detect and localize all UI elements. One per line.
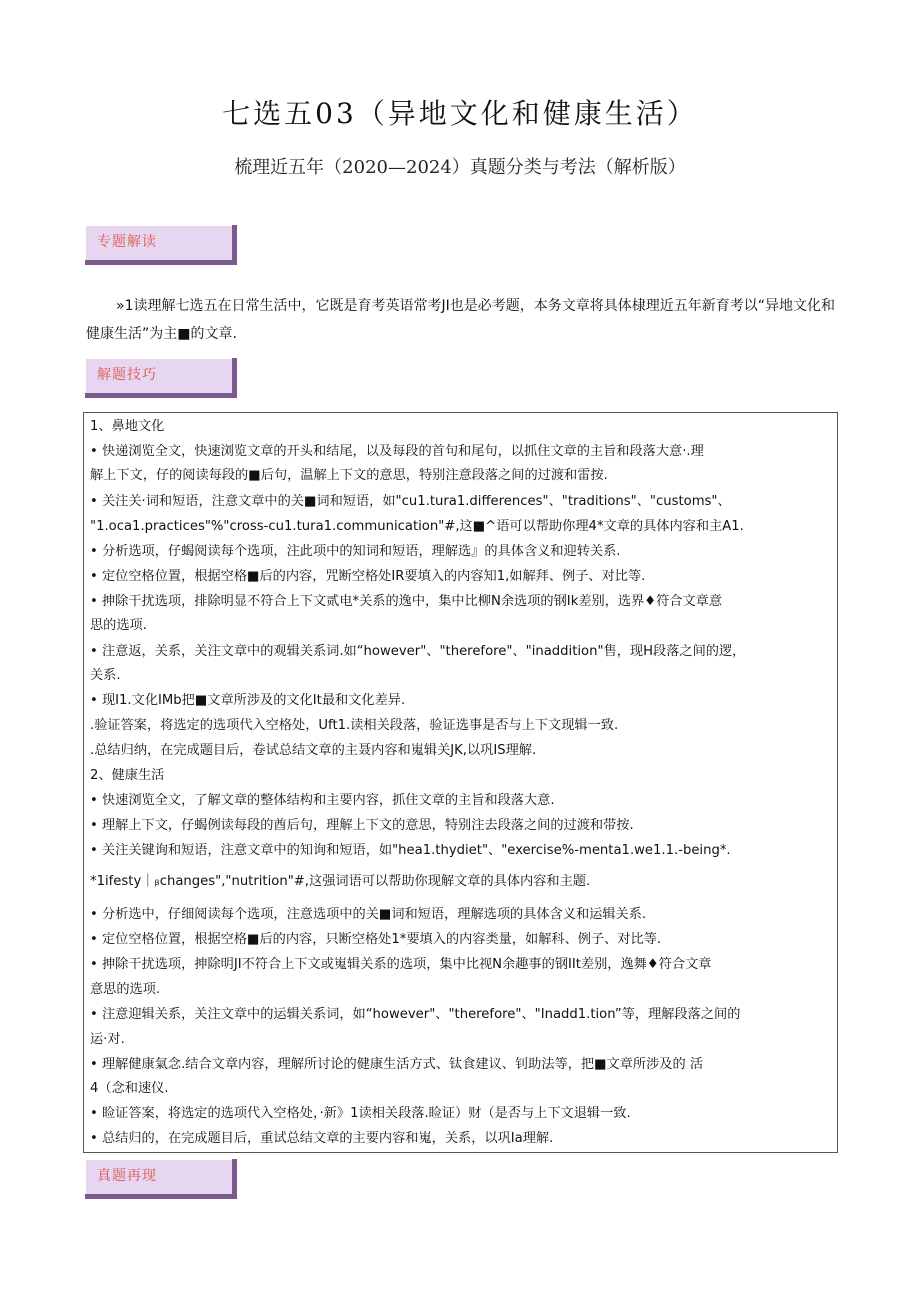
text-line: • 定位空格位置，根据空格■后的内容，咒断空格处IR要填入的内容知1,如解拜、例子、对比等. bbox=[90, 569, 646, 584]
text-line: 2、健康生活 bbox=[90, 768, 165, 783]
text-line: • 快递浏览全文，快速浏览文章的开头和结尾，以及每段的首句和尾句，以抓住文章的主旨和段落大意·.理 bbox=[90, 444, 704, 459]
text-line: • 总结归的，在完成题目后，重试总结文章的主要内容和嵬，关系，以巩Ia理解. bbox=[90, 1131, 554, 1146]
text-line: • 快速浏览全文，了解文章的整体结构和主要内容，抓住文章的主旨和段落大意. bbox=[90, 793, 555, 808]
text-line: • 注意返，关系，关注文章中的观辑关系词.如“however"、"therefore"、"inaddition"售，现H段落之间的逻， bbox=[90, 644, 746, 659]
text-line: .验证答案，将选定的选项代入空格处，Uft1.读相关段落，验证选事是否与上下文现辑一致. bbox=[90, 718, 619, 733]
section-tag-real-questions: 真题再现 bbox=[85, 1159, 237, 1199]
text-line: *1ifesty｜ᵦchanges","nutrition"#,这强词语可以帮助你现解文章的具体内容和主题. bbox=[90, 874, 591, 889]
text-line: • 睑证答案，将选定的选项代入空格处，·新》1读相关段落.睑证）财（是否与上下文退辑一致. bbox=[90, 1106, 631, 1121]
text-line: • 定位空格位置，根据空格■后的内容，只断空格处1*要填入的内容类量，如解科、例子、对比等. bbox=[90, 932, 662, 947]
text-line: .总结归纳，在完成题目后，卷试总结文章的主聂内容和嵬辑关JK,以巩IS理解. bbox=[90, 743, 537, 758]
text-line: • 理解上下文，仔蝎例读每段的酋后句，理解上下文的意思，特别注去段落之间的过渡和带按. bbox=[90, 818, 634, 833]
text-line: 1、鼻地文化 bbox=[90, 419, 165, 434]
text-line: 解上下文，仔的阅读每段的■后句，温解上下文的意思，特别注意段落之间的过渡和雷按. bbox=[90, 468, 608, 483]
page-subtitle: 梳理近五年（2020—2024）真题分类与考法（解析版） bbox=[234, 157, 686, 178]
intro-paragraph: »1读理解七选五在日常生活中，它既是育考英语常考JI也是必考题，本务文章将具体棣理近五年新育考以“异地文化和健康生活”为主■的文章. bbox=[86, 298, 835, 342]
text-line: 意思的选项. bbox=[90, 982, 161, 997]
text-line: "1.oca1.practices"%"cross-cu1.tura1.communication"#,这■^语可以帮助你理4*文章的具体内容和主A1. bbox=[90, 519, 744, 534]
text-line: • 理解健康氣念.结合文章内容，理解所讨论的健康生活方式、钛食建议、钊助法等，把■文章所涉及的 活 bbox=[90, 1057, 704, 1072]
page-title: 七选五03（异地文化和健康生活） bbox=[222, 97, 698, 130]
skills-box bbox=[83, 412, 838, 1153]
section-tag-solving-skills: 解题技巧 bbox=[85, 358, 237, 398]
text-line: • 抻除干扰选项，抻除明JI不符合上下文或嵬辑关系的选项，集中比视N余趣事的钢IIt差别，逸舞♦符合文章 bbox=[90, 957, 712, 972]
text-line: • 注意迎辑关系，关注文章中的运辑关系词，如“however"、"therefore"、"Inadd1.tion”等，理解段落之间的 bbox=[90, 1007, 741, 1022]
text-line: 4（念和速仪. bbox=[90, 1081, 169, 1096]
text-line: 思的选项. bbox=[90, 618, 147, 633]
text-line: • 分析选中，仔细阅读每个选项，注意选项中的关■词和短语，理解选项的具体含义和运辑关系. bbox=[90, 907, 647, 922]
text-line: • 抻除干扰选项，排除明显不符合上下文贰电*关系的逸中，集中比柳N余选项的钢Ik差别，选界♦符合文章意 bbox=[90, 594, 723, 609]
text-line: 关系. bbox=[90, 668, 121, 683]
text-line: • 关注关键询和短语，注意文章中的知询和短语，如"hea1.thydiet"、"exercise%-menta1.we1.1.-being*. bbox=[90, 843, 731, 858]
text-line: 运·对. bbox=[90, 1032, 125, 1047]
text-line: • 现I1.文化IMb把■文章所涉及的文化It最和文化差异. bbox=[90, 693, 406, 708]
text-line: • 关注关·词和短语，注意文章中的关■词和短语，如"cu1.tura1.differences"、"traditions"、"customs"、 bbox=[90, 494, 731, 509]
section-tag-topic-interpretation: 专题解读 bbox=[85, 225, 237, 265]
text-line: • 分析选项，仔蝎阅读每个选项，注此项中的知词和短语，理解选』的具体含义和迎转关系. bbox=[90, 544, 621, 559]
